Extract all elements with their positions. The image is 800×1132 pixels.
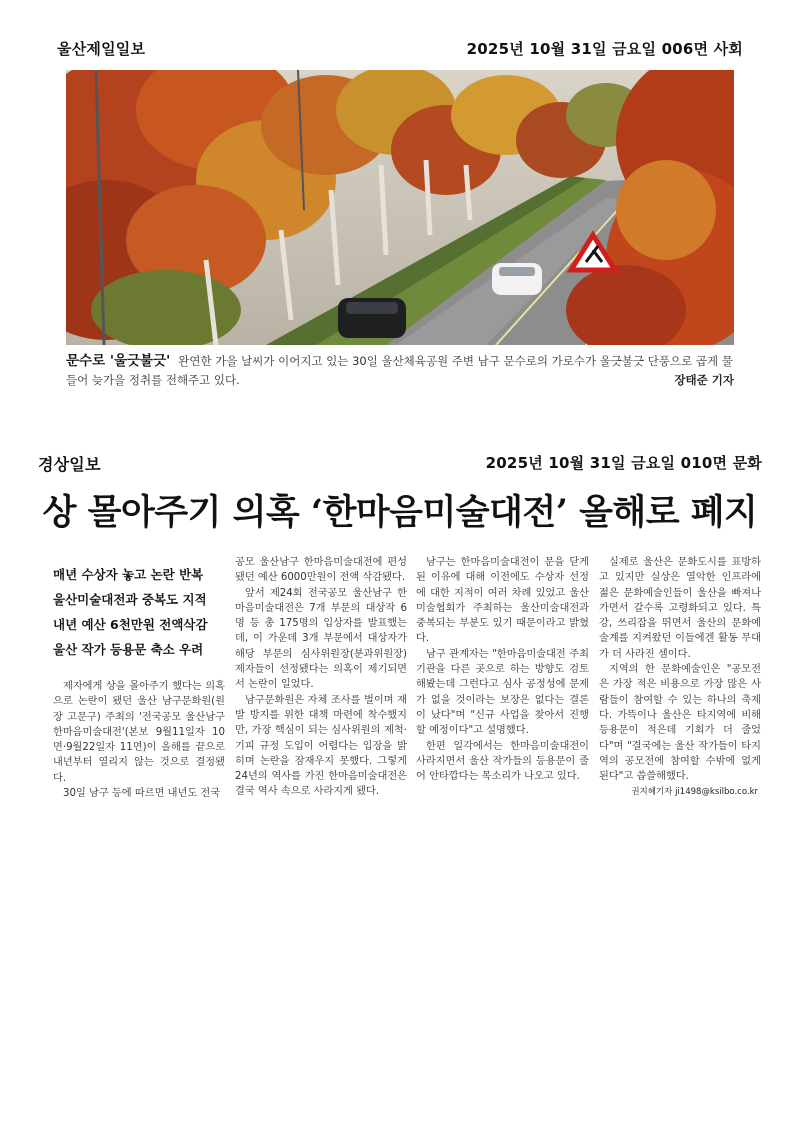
photo-credit: 장태준 기자 <box>674 373 734 387</box>
subheadlines <box>53 562 225 662</box>
date-section-2: 2025년 10월 31일 금요일 010면 문화 <box>485 454 762 472</box>
photo-caption-text: 완연한 가을 날씨가 이어지고 있는 30일 울산체육공원 주변 남구 문수로의 가로수가 울긋불긋 단풍으로 곱게 물들어 늦가을 정취를 전해주고 있다. <box>66 354 733 387</box>
article-headline: 상 몰아주기 의혹 ‘한마음미술대전’ 올해로 폐지 <box>42 492 758 533</box>
paragraph: 한편 일각에서는 한마음미술대전이 사라지면서 울산 작가들의 등용문이 줄어 안타깝다는 목소리가 나오고 있다. <box>416 740 589 783</box>
article-column-3 <box>416 555 589 784</box>
article-column-1 <box>53 679 225 801</box>
publication-name-2: 경상일보 <box>38 455 101 474</box>
autumn-street-photo <box>66 70 734 345</box>
photo-caption-title: 문수로 '울긋불긋' <box>66 353 171 369</box>
paragraph: 지역의 한 문화예술인은 "공모전은 가장 적은 비용으로 가장 많은 사람들이 참여할 수 있는 하나의 축제다. 가뜩이나 울산은 타지역에 비해 등용문이 적은데 기회가 더 줄었다"며 "결국에는 울산 작가들이 타지역의 공모전에 참여할 수밖에 없게 된다"고 씁쓸해했다. <box>599 664 761 783</box>
date-section: 2025년 10월 31일 금요일 006면 사회 <box>466 40 743 58</box>
subheadline: 울산미술대전과 중복도 지적 <box>53 592 207 607</box>
photo-caption <box>66 352 734 390</box>
paragraph: 남구문화원은 자체 조사를 벌이며 재발 방지를 위한 대책 마련에 착수했지만, 가장 핵심이 되는 심사위원의 제척·기피 규정 도입이 어렵다는 입장을 밝히며 논란을 잠재우지 못했다. 그렇게 24년의 역사를 가진 한마음미술대전은 결국 역사 속으로 사라지게 됐다. <box>235 694 407 798</box>
subheadline: 울산 작가 등용문 축소 우려 <box>53 642 204 657</box>
paragraph: 앞서 제24회 전국공모 울산남구 한마음미술대전은 7개 부문의 대상작 6명 등 총 175명의 입상자를 발표했는데, 이 가운데 3개 부문에서 대상자가 해당 부문의 심사위원장(분과위원장) 제자들이 선정됐다는 의혹이 제기되면서 논란이 일었다. <box>235 587 407 691</box>
reporter-byline: 권지혜기자 ji1498@ksilbo.co.kr <box>631 787 758 797</box>
paragraph: 남구 관계자는 "한마음미술대전 주최 기관을 다른 곳으로 하는 방향도 검토해봤는데 그런다고 심사 공정성에 문제가 없을 것이라는 보장은 없다는 결론이 났다"며 "신규 사업을 찾아서 진행할 예정이다"고 설명했다. <box>416 648 589 737</box>
paragraph: 남구는 한마음미술대전이 문을 닫게 된 이유에 대해 이전에도 수상자 선정에 대한 지적이 여러 차례 있었고 울산미술협회가 주최하는 울산미술대전과 중복되는 부분도 있기 때문이라고 밝혔다. <box>416 557 589 645</box>
article-column-2 <box>235 555 407 800</box>
paragraph: 공모 울산남구 한마음미술대전에 편성됐던 예산 6000만원이 전액 삭감됐다. <box>235 557 407 584</box>
paragraph: 실제로 울산은 문화도시를 표방하고 있지만 실상은 열악한 인프라에 젊은 문화예술인들이 울산을 빠져나가면서 갈수록 고령화되고 있다. 특강, 쓰리잡을 뛰면서 울산의 문화예술계를 지켜왔던 이들에겐 활동 무대가 더 사라진 셈이다. <box>599 557 761 660</box>
article-column-4 <box>599 555 761 784</box>
subheadline: 내년 예산 6천만원 전액삭감 <box>53 617 208 632</box>
publication-name: 울산제일일보 <box>57 40 146 58</box>
subheadline: 매년 수상자 놓고 논란 반복 <box>53 567 204 582</box>
paragraph: 30일 남구 등에 따르면 내년도 전국 <box>63 788 221 800</box>
paragraph: 제자에게 상을 몰아주기 했다는 의혹으로 논란이 됐던 울산 남구문화원(원장 고문구) 주최의 '전국공모 울산남구 한마음미술대전'(본보 9월11일자 10면·9월22일자 11면)이 올해를 끝으로 내년부터 열리지 않는 것으로 결정됐다. <box>53 681 225 784</box>
